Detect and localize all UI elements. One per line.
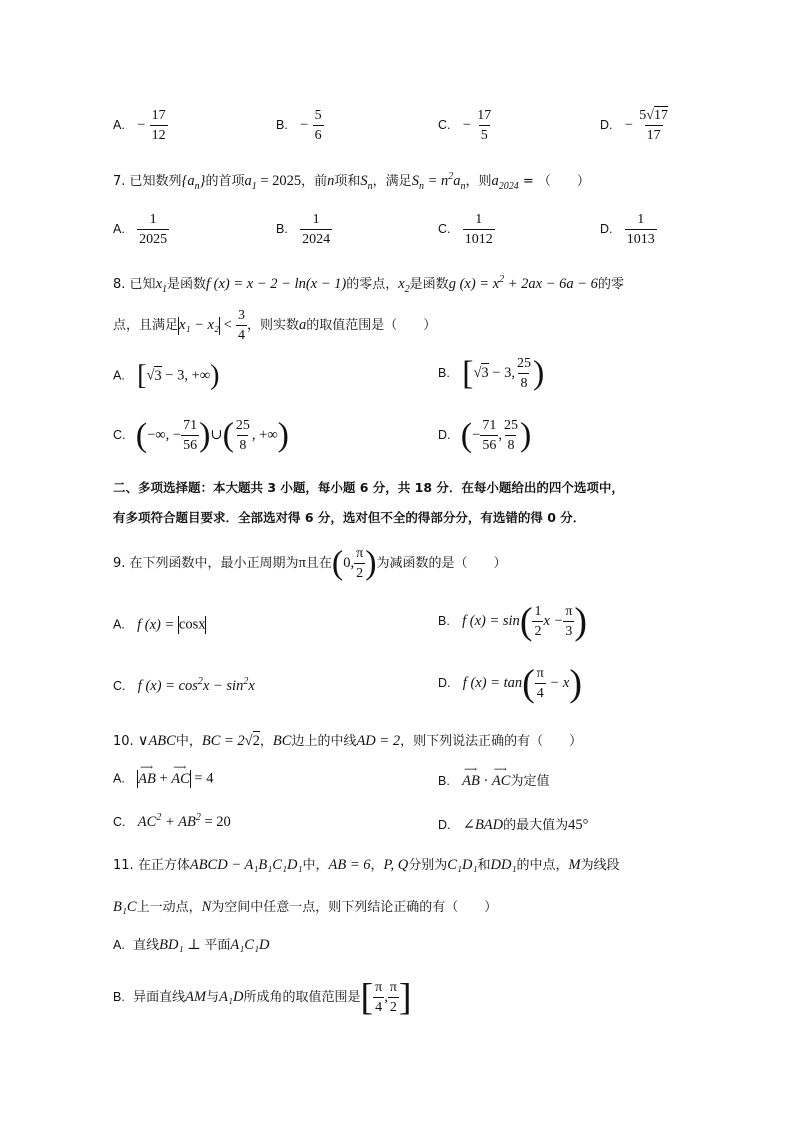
- denominator: 2024: [300, 229, 332, 247]
- bracket: [: [462, 354, 474, 392]
- stem-text: 是函数: [167, 277, 207, 292]
- sum-symbol: [360, 173, 373, 192]
- option-label: B.: [438, 366, 450, 380]
- expr: − x: [545, 675, 570, 691]
- question-number: 11.: [113, 858, 134, 873]
- q11-option-b: [113, 976, 412, 1019]
- paren: ): [277, 416, 289, 454]
- denominator: 4: [236, 325, 247, 343]
- expr: , +∞: [251, 427, 278, 443]
- paren: (: [460, 416, 473, 454]
- plane: A₁C₁D: [230, 937, 270, 953]
- stem-text: = （ ）: [518, 174, 590, 189]
- stem-text: 且在: [305, 556, 332, 571]
- fraction: [137, 212, 169, 247]
- stem-text: ，: [259, 734, 273, 749]
- pi: π: [298, 555, 306, 571]
- mid: = n: [423, 173, 449, 189]
- sub: n: [418, 180, 424, 192]
- denominator: 2: [354, 563, 365, 581]
- fraction: [234, 418, 252, 453]
- bracket: [: [360, 976, 374, 1019]
- x1: [155, 276, 167, 295]
- numerator: 17: [477, 108, 492, 123]
- question-number: 9.: [113, 556, 126, 571]
- points: P, Q: [383, 857, 409, 873]
- stem-text: 的零: [597, 277, 624, 292]
- bracket: ): [210, 360, 220, 391]
- sup: 2: [195, 812, 201, 824]
- part: x − sin: [202, 678, 244, 694]
- segment: DD₁: [490, 857, 517, 873]
- part: + AB: [161, 814, 196, 830]
- fraction: [480, 418, 498, 453]
- edge-length: AB = 6: [328, 857, 371, 873]
- stem-text: ，前: [301, 174, 328, 189]
- stem-text: 上一动点，: [136, 900, 202, 915]
- seq-sub: n: [194, 180, 200, 192]
- var: S: [411, 173, 419, 189]
- fraction: [388, 980, 399, 1015]
- line: BD₁: [159, 937, 184, 953]
- sub: 2024: [498, 180, 519, 192]
- fraction: [502, 418, 520, 453]
- vector: ⟶ AB: [138, 761, 156, 787]
- stem-text: ，则下列说法正确的有（ ）: [400, 734, 583, 749]
- q8-option-a: A. [√3 − 3, +∞): [113, 360, 220, 391]
- expr: 0,: [343, 555, 355, 571]
- denominator: 4: [373, 997, 384, 1015]
- point-m: M: [568, 857, 581, 873]
- part: x: [248, 678, 255, 694]
- numerator: π: [356, 546, 364, 561]
- stem-text: 为空间中任意一点，则下列结论正确的有（ ）: [211, 900, 498, 915]
- bracket: [: [137, 360, 147, 391]
- segment: C₁D₁: [447, 857, 478, 873]
- q8-option-d: [438, 418, 531, 453]
- numerator: 5√17: [639, 108, 668, 123]
- target-term: [491, 173, 519, 192]
- q7-option-a: [113, 212, 169, 247]
- function-g: [449, 276, 598, 292]
- denominator: 2: [388, 997, 399, 1015]
- fraction: [354, 546, 365, 581]
- stem-text: 点，且满足: [113, 318, 179, 333]
- segment: BC: [272, 733, 292, 749]
- minus-sign: −: [624, 117, 633, 133]
- numerator: 1: [312, 212, 320, 227]
- part: = 20: [200, 814, 231, 830]
- abs-expression: x₁ − x₂: [179, 317, 220, 333]
- expr: − 3, +∞: [161, 367, 211, 384]
- numerator: π: [375, 980, 383, 995]
- stem-text: 的中点，: [516, 858, 569, 873]
- numerator: 5: [314, 108, 322, 123]
- stem-text: 的取值范围是（ ）: [306, 318, 437, 333]
- minus-sign: −: [462, 117, 471, 133]
- value: 45°: [568, 817, 589, 833]
- stem-text: 是函数: [409, 277, 449, 292]
- numerator: 71: [183, 418, 198, 433]
- option-label: B.: [276, 222, 288, 236]
- vector: ⟶ AC: [491, 764, 511, 789]
- stem-text: 的零点，: [346, 277, 399, 292]
- stem-text: 和: [477, 858, 491, 873]
- fraction: [532, 604, 543, 639]
- stem-text: ，: [370, 858, 384, 873]
- stem-text: 为定值: [510, 774, 550, 789]
- first-term: [244, 173, 302, 192]
- section-2-heading-line2: 有多项符合题目要求．全部选对得 6 分，选对但不全的得部分分，有选错的得 0 分．: [113, 510, 586, 525]
- sub: 1: [162, 283, 167, 295]
- option-label: C.: [113, 679, 126, 693]
- var-a: a: [298, 317, 307, 333]
- expr: − 3,: [488, 365, 515, 381]
- option-label: D.: [600, 118, 613, 132]
- condition-equation: [411, 171, 466, 192]
- expr: f (x) = tan: [462, 675, 523, 691]
- numerator: 3: [237, 308, 245, 323]
- less-than: <: [220, 317, 232, 333]
- stem-text: 的最大值为: [503, 818, 569, 833]
- line: A₁D: [219, 989, 244, 1005]
- fraction: [236, 308, 247, 343]
- q7-option-d: [600, 212, 657, 247]
- option-label: A.: [113, 368, 125, 383]
- paren: ): [365, 544, 377, 582]
- paren: ): [519, 416, 532, 454]
- var: a: [244, 173, 252, 189]
- denominator: 1013: [625, 229, 657, 247]
- part: f (x) = cos: [137, 678, 198, 694]
- var: S: [360, 173, 368, 189]
- sub: 1: [251, 180, 257, 192]
- sup: 2: [197, 676, 203, 688]
- stem-text: 在下列函数中，最小正周期为: [129, 556, 299, 571]
- var: x: [155, 276, 162, 292]
- angle: ∠BAD: [462, 817, 504, 833]
- denominator: 8: [237, 435, 248, 453]
- stem-text: 所成角的取值范围是: [243, 990, 361, 1005]
- paren: (: [222, 416, 234, 454]
- dot: ·: [479, 773, 492, 789]
- stem-text: 在正方体: [137, 858, 190, 873]
- value: = 2025: [256, 173, 302, 189]
- option-label: C.: [113, 815, 126, 829]
- stem-text: 平面: [204, 938, 231, 953]
- numerator: 17: [151, 108, 166, 123]
- bc-length: BC = 2√2: [201, 733, 260, 749]
- vector: ⟶ AB: [462, 764, 480, 789]
- expr: f (x) = sin: [462, 613, 520, 629]
- sub: 2: [404, 283, 410, 295]
- stem-text: ，则实数: [246, 318, 299, 333]
- q9-option-a: [113, 616, 206, 634]
- fraction: [373, 980, 384, 1015]
- abs-bar: [205, 616, 206, 634]
- option-label: B.: [438, 614, 450, 628]
- stem-text: 中，: [302, 858, 329, 873]
- fraction: [475, 108, 493, 143]
- question-number: 8.: [113, 277, 126, 292]
- option-label: A.: [113, 771, 125, 786]
- union: ∪: [210, 427, 223, 443]
- g-start: g (x) = x: [448, 276, 500, 292]
- expr: [138, 678, 255, 694]
- q9-option-d: D. f (x) = tan( $\frac{\pi}{4}$ − x): [438, 662, 582, 705]
- option-label: A.: [113, 617, 125, 632]
- numerator: 25: [516, 356, 531, 371]
- denominator: 6: [313, 125, 324, 143]
- option-label: A.: [113, 222, 125, 236]
- q10-option-d: [438, 814, 588, 834]
- fraction: [463, 212, 495, 247]
- q8-option-b: B. [√3 − 3, $\frac{25}{8}$ ): [438, 354, 545, 392]
- fraction: [300, 212, 332, 247]
- stem-text: 项和: [334, 174, 361, 189]
- q6-option-a: [113, 108, 168, 143]
- line: AM: [185, 989, 207, 1005]
- question-10-stem: [113, 730, 582, 750]
- option-label: D.: [438, 818, 451, 832]
- denominator: 8: [505, 435, 516, 453]
- plus: +: [155, 770, 172, 787]
- bracket: ): [532, 354, 545, 392]
- option-label: A.: [113, 118, 125, 132]
- fraction: [515, 356, 533, 391]
- q7-option-c: [438, 212, 495, 247]
- vector-name: AC: [171, 770, 190, 787]
- question-7-stem: [113, 170, 590, 190]
- sup: 2: [499, 274, 505, 286]
- option-label: A.: [113, 938, 125, 952]
- fraction: [535, 666, 546, 701]
- option-label: B.: [113, 990, 125, 1004]
- sequence-symbol: $\{a_n\}$: [181, 173, 206, 192]
- q10-option-b: [438, 764, 550, 790]
- stem-text: 为减函数的是（ ）: [376, 556, 507, 571]
- question-8-stem-line1: [113, 273, 624, 293]
- fraction: [181, 418, 199, 453]
- numerator: 1: [534, 604, 542, 619]
- expr: f (x) =: [137, 616, 178, 633]
- comma: ,: [498, 427, 502, 443]
- minus-sign: −: [300, 117, 309, 133]
- triangle: ∨ABC: [137, 733, 176, 749]
- radicand: 3: [154, 367, 162, 384]
- option-label: B.: [438, 774, 450, 788]
- var: a: [491, 173, 499, 189]
- option-label: B.: [276, 118, 288, 132]
- q7-option-b: [276, 212, 332, 247]
- numerator: 25: [503, 418, 518, 433]
- stem-text: ，则: [465, 174, 492, 189]
- vector: ⟶ AC: [171, 761, 190, 787]
- paren: (: [135, 416, 148, 454]
- q8-option-c: [113, 418, 289, 453]
- expr: [138, 814, 231, 830]
- q9-option-c: [113, 678, 255, 695]
- cube: ABCD − A₁B₁C₁D₁: [189, 857, 303, 873]
- vector-name: AB: [462, 773, 480, 789]
- q10-option-a: [113, 761, 214, 788]
- sub: n: [367, 180, 373, 192]
- minus: −: [472, 427, 481, 443]
- denominator: 56: [181, 435, 199, 453]
- expr: −∞, −: [147, 427, 182, 443]
- fraction: [150, 108, 168, 143]
- denominator: 56: [480, 435, 498, 453]
- function-f: f (x) = x − 2 − ln(x − 1): [206, 276, 347, 292]
- sub: n: [460, 180, 466, 192]
- stem-text: 分别为: [408, 858, 448, 873]
- vector-name: AC: [491, 773, 511, 789]
- stem-text: 已知: [129, 277, 156, 292]
- denominator: 17: [645, 125, 663, 143]
- question-11-stem-line2: [113, 896, 497, 916]
- stem-text: 为线段: [580, 858, 620, 873]
- numerator: 71: [482, 418, 497, 433]
- stem-text: 已知数列: [129, 174, 182, 189]
- stem-text: 与: [206, 990, 220, 1005]
- numerator: π: [565, 604, 573, 619]
- q6-option-d: [600, 108, 670, 143]
- denominator: 2025: [137, 229, 169, 247]
- comma: ,: [384, 989, 388, 1005]
- part: BC = 2: [201, 733, 245, 749]
- x2: [398, 276, 410, 295]
- perp: ⊥: [183, 937, 205, 953]
- seq-var: a: [187, 173, 195, 189]
- question-11-stem-line1: [113, 854, 620, 874]
- option-label: C.: [113, 428, 126, 442]
- stem-text: 的首项: [205, 174, 245, 189]
- sup: 2: [448, 171, 454, 183]
- numerator: π: [389, 980, 397, 995]
- paren: ): [199, 416, 211, 454]
- fraction: [563, 604, 574, 639]
- radicand: 17: [653, 108, 668, 123]
- part: AC: [137, 814, 157, 830]
- numerator: 1: [637, 212, 645, 227]
- q6-option-b: [276, 108, 324, 143]
- equals: = 4: [190, 770, 214, 787]
- option-label: D.: [438, 428, 451, 442]
- radicand: 3: [481, 365, 489, 381]
- q10-option-c: [113, 814, 231, 831]
- denominator: 4: [535, 683, 546, 701]
- denominator: 2: [532, 621, 543, 639]
- bracket: ]: [398, 976, 412, 1019]
- numerator: 25: [235, 418, 250, 433]
- denominator: 12: [150, 125, 168, 143]
- fraction: [637, 108, 670, 143]
- var: x: [398, 276, 405, 292]
- option-label: D.: [600, 222, 613, 236]
- radicand: 2: [252, 733, 260, 749]
- var-n: n: [327, 173, 335, 189]
- segment: B₁C: [113, 899, 137, 915]
- sup: 2: [243, 676, 249, 688]
- option-label: C.: [438, 222, 451, 236]
- abs-content: cosx: [178, 616, 206, 633]
- var: a: [453, 173, 461, 189]
- q6-option-c: [438, 108, 493, 143]
- denominator: 5: [479, 125, 490, 143]
- denominator: 1012: [463, 229, 495, 247]
- numerator: 1: [475, 212, 483, 227]
- q11-option-a: [113, 934, 270, 954]
- minus-sign: −: [137, 117, 146, 133]
- q9-option-b: B. f (x) = sin( $\frac{1}{2}$ x − $\frac{\pi}{3}$ ): [438, 600, 588, 643]
- option-label: D.: [438, 676, 451, 690]
- coefficient: 5: [639, 108, 647, 123]
- numerator: 1: [149, 212, 157, 227]
- g-rest: + 2ax − 6a − 6: [504, 276, 598, 292]
- question-number: 10.: [113, 734, 134, 749]
- numerator: π: [536, 666, 544, 681]
- point-n: N: [201, 899, 212, 915]
- stem-text: ，满足: [372, 174, 412, 189]
- question-8-stem-line2: [113, 308, 436, 343]
- fraction: [313, 108, 324, 143]
- section-2-heading-line1: 二、多项选择题：本大题共 3 小题，每小题 6 分，共 18 分．在每小题给出的四个选项中，: [113, 480, 624, 495]
- paren: (: [331, 544, 344, 582]
- median-length: AD = 2: [356, 733, 401, 749]
- option-label: C.: [438, 118, 451, 132]
- stem-text: 异面直线: [133, 990, 186, 1005]
- stem-text: 直线: [133, 938, 160, 953]
- stem-text: 中，: [175, 734, 202, 749]
- vector-name: AB: [138, 770, 156, 787]
- denominator: 3: [563, 621, 574, 639]
- stem-text: 边上的中线: [291, 734, 357, 749]
- expr: x −: [543, 613, 564, 629]
- fraction: [625, 212, 657, 247]
- question-number: 7.: [113, 174, 126, 189]
- sup: 2: [156, 812, 162, 824]
- denominator: 8: [518, 373, 529, 391]
- question-9-stem: [113, 546, 507, 581]
